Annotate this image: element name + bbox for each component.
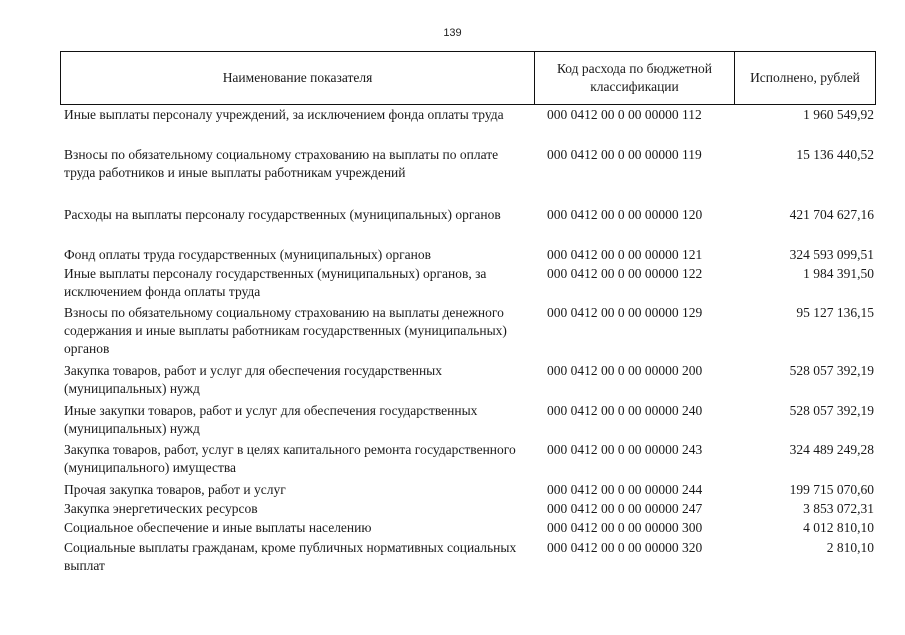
row-name: Закупка товаров, работ, услуг в целях капитального ремонта государственного (муниципального) имущества	[64, 442, 516, 475]
header-amount-column: Исполнено, рублей	[750, 70, 860, 85]
row-amount: 4 012 810,10	[803, 520, 874, 535]
header-code-column: Код расхода по бюджетной классификации	[535, 52, 735, 104]
row-name: Иные выплаты персоналу учреждений, за исключением фонда оплаты труда	[64, 107, 504, 122]
row-name: Взносы по обязательному социальному страхованию на выплаты денежного содержания и иные выплаты работникам государственных (муниципальных) органов	[64, 305, 507, 356]
row-amount: 528 057 392,19	[789, 363, 874, 378]
row-code: 000 0412 00 0 00 00000 247	[547, 501, 703, 516]
row-name: Иные выплаты персоналу государственных (муниципальных) органов, за исключением фонда оплаты труда	[64, 266, 487, 299]
row-code: 000 0412 00 0 00 00000 200	[547, 363, 703, 378]
row-amount: 324 593 099,51	[789, 247, 874, 262]
row-name: Взносы по обязательному социальному страхованию на выплаты по оплате труда работников и иные выплаты работникам учреждений	[64, 147, 499, 180]
row-code: 000 0412 00 0 00 00000 300	[547, 520, 703, 535]
row-code: 000 0412 00 0 00 00000 240	[547, 403, 703, 418]
row-code: 000 0412 00 0 00 00000 119	[547, 147, 702, 162]
header-name-column: Наименование показателя	[61, 52, 535, 104]
row-amount: 528 057 392,19	[789, 403, 874, 418]
page-number: 139	[443, 27, 462, 39]
row-amount: 2 810,10	[826, 540, 874, 555]
row-name: Иные закупки товаров, работ и услуг для обеспечения государственных (муниципальных) нужд	[64, 403, 478, 436]
row-name: Прочая закупка товаров, работ и услуг	[64, 482, 286, 497]
row-amount: 95 127 136,15	[796, 305, 874, 320]
row-name: Социальное обеспечение и иные выплаты населению	[64, 520, 372, 535]
row-code: 000 0412 00 0 00 00000 121	[547, 247, 703, 262]
row-amount: 15 136 440,52	[796, 147, 874, 162]
row-amount: 421 704 627,16	[789, 207, 874, 222]
row-amount: 199 715 070,60	[789, 482, 874, 497]
row-code: 000 0412 00 0 00 00000 122	[547, 266, 703, 281]
row-name: Закупка энергетических ресурсов	[64, 501, 258, 516]
row-name: Расходы на выплаты персоналу государственных (муниципальных) органов	[64, 207, 501, 222]
row-code: 000 0412 00 0 00 00000 244	[547, 482, 703, 497]
row-amount: 1 960 549,92	[803, 107, 874, 122]
row-name: Фонд оплаты труда государственных (муниципальных) органов	[64, 247, 431, 262]
row-amount: 3 853 072,31	[803, 501, 874, 516]
row-code: 000 0412 00 0 00 00000 112	[547, 107, 702, 122]
row-name: Закупка товаров, работ и услуг для обеспечения государственных (муниципальных) нужд	[64, 363, 443, 396]
row-code: 000 0412 00 0 00 00000 320	[547, 540, 703, 555]
row-amount: 324 489 249,28	[789, 442, 874, 457]
row-code: 000 0412 00 0 00 00000 129	[547, 305, 703, 320]
table-header	[60, 51, 876, 105]
row-name: Социальные выплаты гражданам, кроме публичных нормативных социальных выплат	[64, 540, 517, 573]
row-amount: 1 984 391,50	[803, 266, 874, 281]
row-code: 000 0412 00 0 00 00000 120	[547, 207, 703, 222]
row-code: 000 0412 00 0 00 00000 243	[547, 442, 703, 457]
